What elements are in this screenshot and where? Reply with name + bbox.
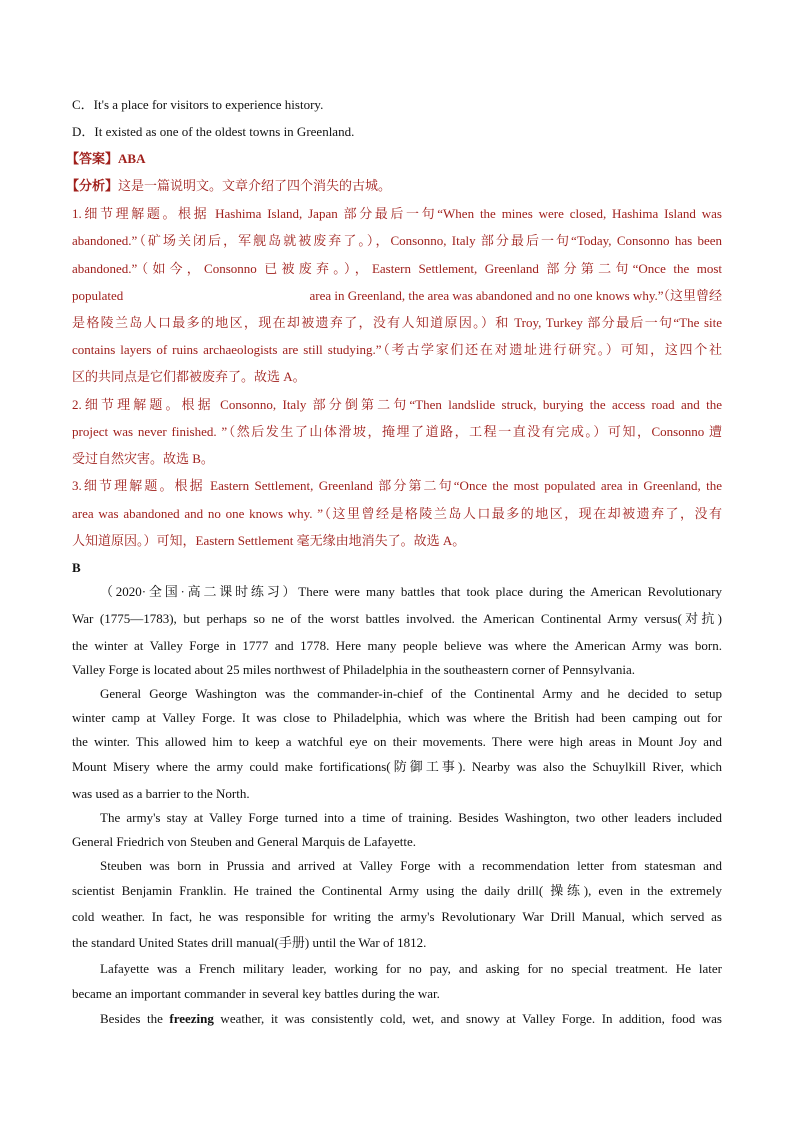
analysis-label: 【分析】 (66, 178, 119, 193)
section-b-label: B (72, 560, 81, 575)
passage-line: the standard United States drill manual(手册) until the War of 1812. (72, 935, 427, 950)
analysis-line: 3.细节理解题。根据 Eastern Settlement, Greenland 部分第二句“Once the most populated area in Greenland, the (72, 478, 722, 493)
passage-line: Lafayette was a French military leader, working for no pay, and asking for no special treatment. He later (100, 961, 722, 976)
passage-line: winter camp at Valley Forge. It was close to Philadelphia, which was where the British had been camping out for (72, 710, 722, 725)
passage-line: War (1775—1783), but perhaps so ne of the worst battles involved. the American Continental Army versus(对抗) (72, 611, 722, 626)
analysis-line: 1.细节理解题。根据 Hashima Island, Japan 部分最后一句“When the mines were closed, Hashima Island was (72, 206, 722, 221)
passage-bold-word: freezing (169, 1011, 214, 1026)
passage-line: The army's stay at Valley Forge turned into a time of training. Besides Washington, two other leaders included (100, 810, 722, 825)
passage-line: the winter. This allowed him to keep a watchful eye on their movements. There were high areas in Mount Joy and (72, 734, 722, 749)
analysis-line: 是格陵兰岛人口最多的地区，现在却被遗弃了，没有人知道原因。）和 Troy, Turkey 部分最后一句“The site (72, 315, 722, 330)
passage-line: （2020·全国·高二课时练习）There were many battles that took place during the American Revolutionary (100, 584, 722, 599)
analysis-intro-text: 这是一篇说明文。文章介绍了四个消失的古城。 (118, 178, 392, 193)
analysis-line: area in Greenland, the area was abandoned and no one knows why.”（这里曾经 (309, 288, 722, 303)
analysis-line: abandoned.”（如今，Consonno 已被废弃。），Eastern Settlement, Greenland 部分第二句“Once the most (72, 261, 722, 276)
answer-value: ABA (118, 151, 146, 166)
passage-line: General Friedrich von Steuben and General Marquis de Lafayette. (72, 834, 417, 849)
passage-line: became an important commander in several key battles during the war. (72, 986, 440, 1001)
answer-label: 【答案】 (66, 151, 119, 166)
analysis-line: populated (72, 288, 124, 303)
passage-line: Valley Forge is located about 25 miles northwest of Philadelphia in the southeastern corner of Pennsylvania. (72, 662, 635, 677)
passage-text: weather, it was consistently cold, wet, and snowy at Valley Forge. In addition, food was (213, 1011, 722, 1026)
passage-line: was used as a barrier to the North. (72, 786, 250, 801)
passage-line: Steuben was born in Prussia and arrived at Valley Forge with a recommendation letter from statesman and (100, 858, 722, 873)
analysis-line: project was never finished. ”（然后发生了山体滑坡，掩埋了道路，工程一直没有完成。）可知，Consonno 遭 (72, 424, 722, 439)
option-c: C．It's a place for visitors to experience history. (72, 97, 324, 112)
analysis-intro (66, 178, 716, 194)
answer-line (66, 151, 716, 167)
passage-line: the winter at Valley Forge in 1777 and 1778. Here many people believe was where the American Army was born. (72, 638, 722, 653)
analysis-line: 2.细节理解题。根据 Consonno, Italy 部分倒第二句“Then landslide struck, burying the access road and the (72, 397, 722, 412)
analysis-line: 区的共同点是它们都被废弃了。故选 A。 (72, 369, 306, 384)
passage-line: scientist Benjamin Franklin. He trained the Continental Army using the daily drill( 操练), even in the extremely (72, 883, 722, 898)
passage-line: cold weather. In fact, he was responsible for writing the army's Revolutionary War Drill Manual, which served as (72, 909, 722, 924)
analysis-line: area was abandoned and no one knows why. ”（这里曾经是格陵兰岛人口最多的地区，现在却被遗弃了，没有 (72, 506, 722, 521)
analysis-line: abandoned.”（矿场关闭后，军舰岛就被废弃了。），Consonno, Italy 部分最后一句“Today, Consonno has been (72, 233, 722, 248)
passage-line-last (100, 1011, 722, 1027)
analysis-line: contains layers of ruins archaeologists are still studying.”（考古学家们还在对遗址进行研究。）可知，这四个社 (72, 342, 722, 357)
analysis-line: 受过自然灾害。故选 B。 (72, 451, 214, 466)
passage-line: Mount Misery where the army could make fortifications(防御工事). Nearby was also the Schuylkill River, which (72, 759, 722, 774)
analysis-line: 人知道原因。）可知，Eastern Settlement 毫无缘由地消失了。故选 A。 (72, 533, 466, 548)
passage-line: General George Washington was the commander-in-chief of the Continental Army and he decided to setup (100, 686, 722, 701)
passage-text: Besides the (100, 1011, 170, 1026)
option-d: D．It existed as one of the oldest towns in Greenland. (72, 124, 355, 139)
